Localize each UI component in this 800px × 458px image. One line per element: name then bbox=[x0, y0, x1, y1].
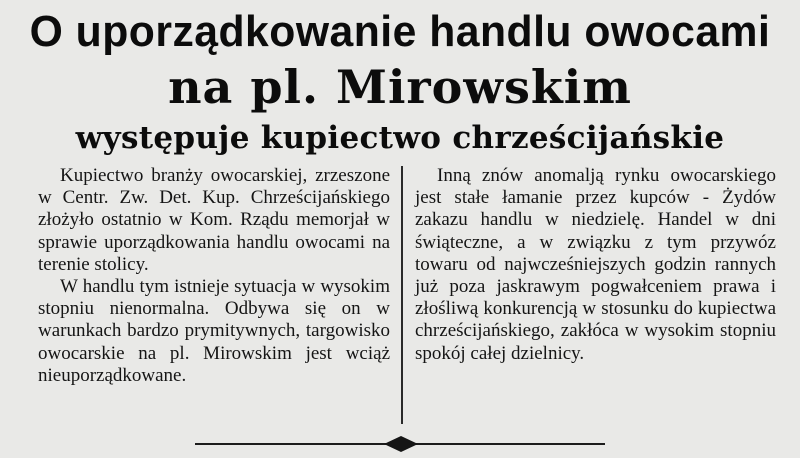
right-paragraph-1: Inną znów anomalją rynku owocarskiego jest stałe łamanie przez kupców - Żydów zakazu handlu w niedzielę. Handel w dni świąteczne, a w związku z tym przywóz towaru od najwcześniejszych godzin rannych już poza jaskrawym pogwałceniem prawa i złośliwą konkurencją w stosunku do kupiectwa chrześcijańskiego, zakłóca w wysokim stopniu spokój całej dzielnicy. bbox=[415, 165, 776, 364]
left-paragraph-1: Kupiectwo branży owocarskiej, zrzeszone w Centr. Zw. Det. Kup. Chrześcijańskiego złożyło ostatnio w Kom. Rządu memorjał w sprawie uporządkowania handlu owocami na terenie stolicy. bbox=[38, 165, 390, 275]
headline-line-1: O uporządkowanie handlu owocami bbox=[29, 7, 771, 56]
column-divider bbox=[401, 166, 403, 424]
article-left-column bbox=[38, 165, 390, 387]
article-right-column bbox=[415, 165, 776, 365]
headline-line-2: na pl. Mirowskim bbox=[168, 60, 632, 114]
diamond-ornament-icon bbox=[384, 435, 418, 453]
headline-line-3: występuje kupiectwo chrześcijańskie bbox=[75, 120, 725, 156]
left-paragraph-2: W handlu tym istnieje sytuacja w wysokim stopniu nienormalna. Odbywa się on w warunkach bardzo prymitywnych, targowisko owocarskie na pl. Mirowskim jest wciąż nieuporządkowane. bbox=[38, 276, 390, 386]
